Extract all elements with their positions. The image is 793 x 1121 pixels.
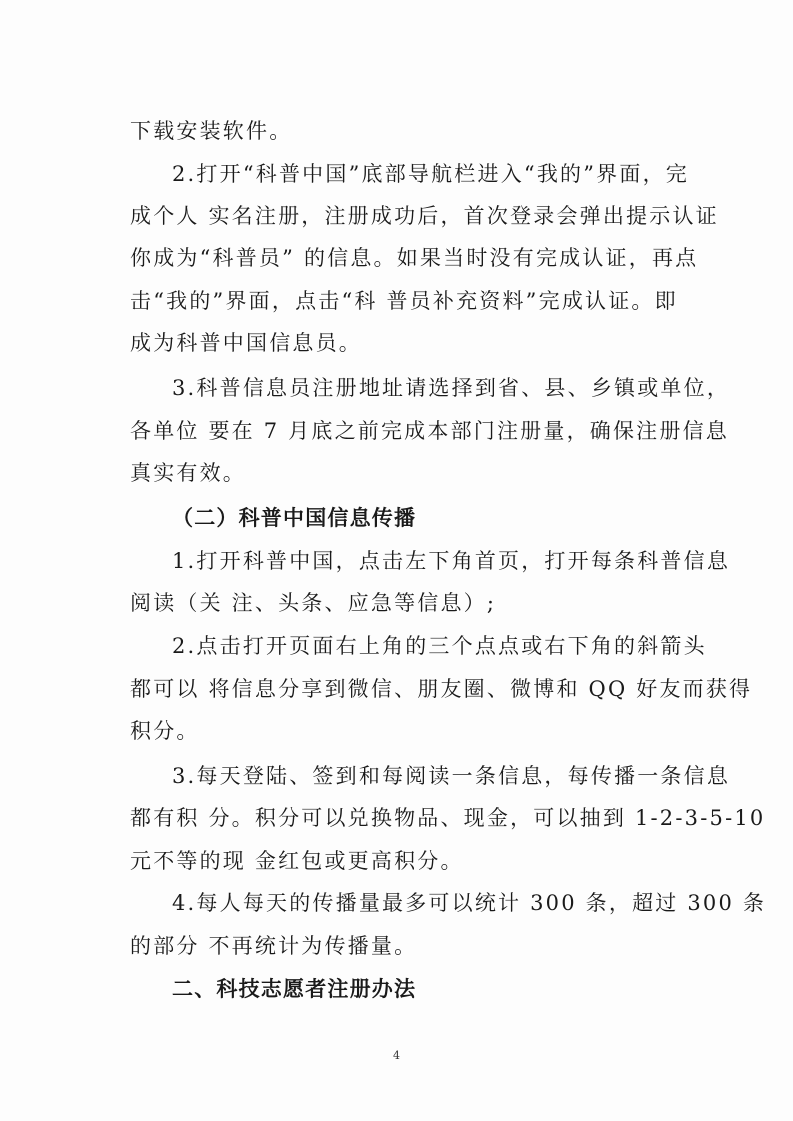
paragraph-1: 1.打开科普中国，点击左下角首页，打开每条科普信息	[172, 549, 731, 573]
text-line: 的部分 不再统计为传播量。	[130, 934, 418, 958]
text-line: 元不等的现 金红包或更高积分。	[130, 849, 464, 873]
paragraph-2: 2.点击打开页面右上角的三个点点或右下角的斜箭头	[172, 634, 707, 658]
text-line: 真实有效。	[130, 461, 246, 485]
text-line: 你成为“科普员” 的信息。如果当时没有完成认证，再点	[130, 246, 699, 270]
paragraph-2-1: 2.打开“科普中国”底部导航栏进入“我的”界面，完	[172, 162, 689, 186]
paragraph-3: 3.每天登陆、签到和每阅读一条信息，每传播一条信息	[172, 764, 731, 788]
section-heading-volunteer: 二、科技志愿者注册办法	[172, 977, 417, 1001]
text-line: 积分。	[130, 719, 200, 743]
text-line: 都有积 分。积分可以兑换物品、现金，可以抽到 1-2-3-5-10	[130, 806, 766, 830]
paragraph-4: 4.每人每天的传播量最多可以统计 300 条，超过 300 条	[172, 891, 767, 915]
paragraph-3-1: 3.科普信息员注册地址请选择到省、县、乡镇或单位，	[172, 376, 731, 400]
text-line: 阅读（关 注、头条、应急等信息）;	[130, 591, 497, 615]
text-line: 各单位 要在 7 月底之前完成本部门注册量，确保注册信息	[130, 419, 729, 443]
text-line: 成个人 实名注册，注册成功后，首次登录会弹出提示认证	[130, 204, 719, 228]
section-heading-2: （二）科普中国信息传播	[172, 506, 417, 530]
page-number: 4	[393, 1049, 400, 1062]
text-line: 成为科普中国信息员。	[130, 331, 362, 355]
text-line: 下载安装软件。	[130, 119, 293, 143]
text-line: 击“我的”界面，点击“科 普员补充资料”完成认证。即	[130, 289, 678, 313]
text-line: 都可以 将信息分享到微信、朋友圈、微博和 QQ 好友而获得	[130, 677, 753, 701]
